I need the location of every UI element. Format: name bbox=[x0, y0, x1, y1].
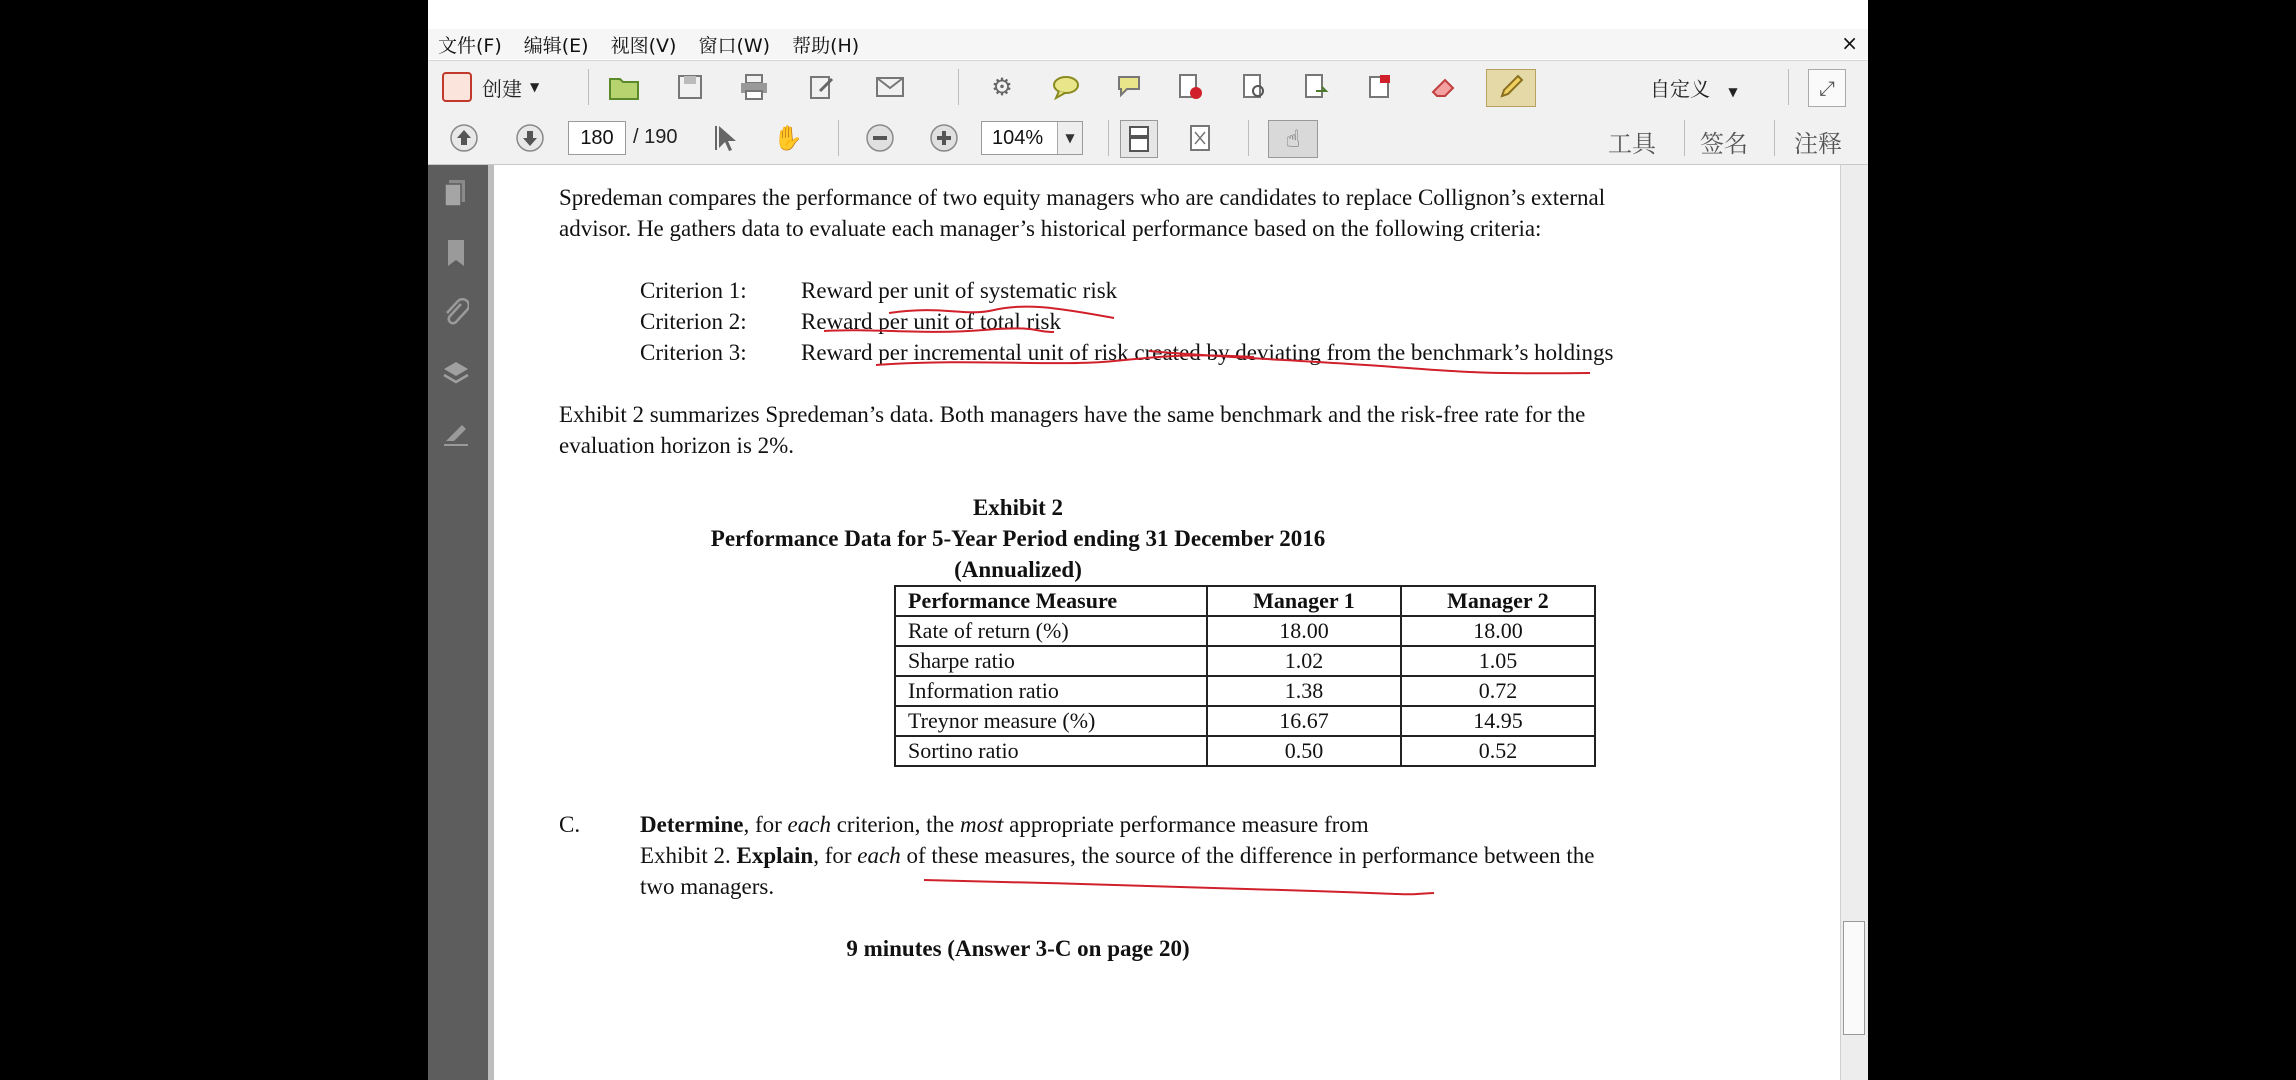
table-row bbox=[895, 736, 1595, 766]
exhibit-title: Exhibit 2 bbox=[972, 495, 1064, 520]
select-cursor-icon[interactable] bbox=[708, 120, 744, 156]
stamp-icon[interactable] bbox=[1362, 69, 1398, 105]
toolbar-divider bbox=[1248, 120, 1249, 156]
table-cell: 0.72 bbox=[1401, 676, 1595, 706]
delete-page-icon[interactable] bbox=[1172, 69, 1208, 105]
eraser-icon[interactable] bbox=[1426, 69, 1462, 105]
pdf-reader-window bbox=[428, 0, 1868, 1080]
menu-file[interactable]: 文件(F) bbox=[438, 34, 502, 57]
comment-bubble-icon[interactable] bbox=[1048, 69, 1084, 105]
gear-icon[interactable]: ⚙ bbox=[991, 73, 1013, 101]
question-text: , for bbox=[743, 812, 788, 837]
toolbar-divider bbox=[588, 69, 589, 105]
highlight-icon[interactable] bbox=[1112, 69, 1148, 105]
menu-window[interactable]: 窗口(W) bbox=[698, 34, 771, 57]
table-cell: Sortino ratio bbox=[895, 736, 1207, 766]
table-cell: 0.52 bbox=[1401, 736, 1595, 766]
vertical-scrollbar[interactable] bbox=[1840, 165, 1868, 1080]
customize-label: 自定义 bbox=[1650, 77, 1710, 101]
toolbar-divider bbox=[1684, 120, 1685, 156]
ink-underline bbox=[924, 880, 1434, 894]
hand-icon[interactable]: ✋ bbox=[773, 124, 803, 152]
table-cell: Treynor measure (%) bbox=[895, 706, 1207, 736]
arrow-down-icon[interactable] bbox=[512, 120, 548, 156]
table-row bbox=[895, 706, 1595, 736]
table-cell: Information ratio bbox=[895, 676, 1207, 706]
toolbar-divider bbox=[1788, 69, 1789, 105]
criterion-3-text: Reward per incremental unit of risk created by deviating from the benchmark’s holdings bbox=[801, 340, 1614, 365]
fit-width-icon[interactable] bbox=[1182, 120, 1218, 156]
menu-view[interactable]: 视图(V) bbox=[610, 34, 677, 57]
chevron-down-icon: ▼ bbox=[1728, 85, 1738, 99]
criterion-1-label: Criterion 1: bbox=[640, 278, 747, 303]
customize-button[interactable] bbox=[1650, 73, 1738, 102]
tools-pane-link[interactable]: 工具 bbox=[1608, 130, 1656, 158]
page-number-input[interactable]: 180 bbox=[568, 121, 626, 155]
pan-hand-icon[interactable]: ☝ bbox=[1268, 120, 1318, 158]
expand-icon[interactable]: ⤢ bbox=[1808, 69, 1846, 107]
question-line-1 bbox=[640, 812, 1369, 838]
page-export-icon[interactable] bbox=[1298, 69, 1334, 105]
criterion-2-text: Reward per unit of total risk bbox=[801, 309, 1061, 334]
layers-icon[interactable] bbox=[438, 355, 474, 391]
intro-line-2: advisor. He gathers data to evaluate each manager’s historical performance based on the following criteria: bbox=[559, 216, 1542, 241]
criterion-3-label: Criterion 3: bbox=[640, 340, 747, 365]
column-header: Manager 1 bbox=[1207, 586, 1401, 616]
table-header-row bbox=[895, 586, 1595, 616]
table-row bbox=[895, 676, 1595, 706]
column-header: Manager 2 bbox=[1401, 586, 1595, 616]
menu-help[interactable]: 帮助(H) bbox=[792, 34, 860, 57]
save-icon[interactable] bbox=[672, 69, 708, 105]
keyword: each bbox=[787, 812, 831, 837]
toolbar-divider bbox=[1774, 120, 1775, 156]
create-label: 创建 bbox=[482, 76, 522, 101]
table-cell: 18.00 bbox=[1401, 616, 1595, 646]
navigation-toolbar bbox=[428, 112, 1868, 165]
sign-pane-link[interactable]: 签名 bbox=[1700, 130, 1748, 158]
chevron-down-icon[interactable]: ▼ bbox=[1057, 122, 1082, 154]
zoom-out-icon[interactable] bbox=[862, 120, 898, 156]
open-folder-icon[interactable] bbox=[606, 69, 642, 105]
create-button[interactable] bbox=[442, 69, 539, 105]
criterion-1-text: Reward per unit of systematic risk bbox=[801, 278, 1118, 303]
table-cell: 0.50 bbox=[1207, 736, 1401, 766]
question-text: Exhibit 2. bbox=[640, 843, 737, 868]
main-toolbar bbox=[428, 60, 1868, 114]
timing-note: 9 minutes (Answer 3-C on page 20) bbox=[846, 936, 1190, 961]
create-pdf-icon bbox=[442, 72, 472, 102]
table-cell: 18.00 bbox=[1207, 616, 1401, 646]
table-cell: 1.38 bbox=[1207, 676, 1401, 706]
column-header: Performance Measure bbox=[895, 586, 1207, 616]
toolbar-divider bbox=[1108, 120, 1109, 156]
page-total: / 190 bbox=[633, 126, 678, 148]
question-letter: C. bbox=[559, 812, 581, 837]
print-icon[interactable] bbox=[736, 69, 772, 105]
question-text: of these measures, the source of the difference in performance between the bbox=[900, 843, 1595, 868]
arrow-up-icon[interactable] bbox=[446, 120, 482, 156]
pencil-icon[interactable] bbox=[1486, 69, 1536, 107]
fit-page-icon[interactable] bbox=[1120, 120, 1158, 158]
zoom-value: 104% bbox=[992, 127, 1044, 149]
pages-icon[interactable] bbox=[438, 175, 474, 211]
menu-bar bbox=[428, 29, 1868, 59]
question-line-2 bbox=[640, 843, 1594, 869]
zoom-select[interactable] bbox=[981, 121, 1083, 155]
table-cell: 1.05 bbox=[1401, 646, 1595, 676]
close-icon[interactable]: × bbox=[1841, 31, 1858, 55]
zoom-in-icon[interactable] bbox=[926, 120, 962, 156]
attachment-icon[interactable] bbox=[438, 295, 474, 331]
summary-line-2: evaluation horizon is 2%. bbox=[559, 433, 795, 458]
keyword: Explain bbox=[736, 843, 814, 868]
menu-edit[interactable]: 编辑(E) bbox=[523, 34, 589, 57]
table-cell: Sharpe ratio bbox=[895, 646, 1207, 676]
toolbar-divider bbox=[838, 120, 839, 156]
summary-line-1: Exhibit 2 summarizes Spredeman’s data. Both managers have the same benchmark and the risk-free rate for the bbox=[559, 402, 1586, 427]
exhibit-table bbox=[894, 585, 1596, 767]
keyword: Determine bbox=[640, 812, 744, 837]
navigation-pane bbox=[428, 165, 488, 1080]
signature-icon[interactable] bbox=[438, 415, 474, 451]
toolbar-divider bbox=[958, 69, 959, 105]
keyword: each bbox=[857, 843, 901, 868]
chevron-down-icon: ▼ bbox=[530, 80, 540, 94]
table-cell: 16.67 bbox=[1207, 706, 1401, 736]
table-cell: Rate of return (%) bbox=[895, 616, 1207, 646]
exhibit-note: (Annualized) bbox=[954, 557, 1082, 582]
email-icon[interactable] bbox=[872, 69, 908, 105]
scrollbar-thumb[interactable] bbox=[1843, 921, 1865, 1035]
criterion-2-label: Criterion 2: bbox=[640, 309, 747, 334]
question-text: criterion, the bbox=[830, 812, 960, 837]
intro-line-1: Spredeman compares the performance of two equity managers who are candidates to replace Collignon’s external bbox=[559, 185, 1606, 210]
table-row bbox=[895, 616, 1595, 646]
question-line-3: two managers. bbox=[640, 874, 775, 899]
table-cell: 1.02 bbox=[1207, 646, 1401, 676]
bookmark-icon[interactable] bbox=[438, 235, 474, 271]
edit-icon[interactable] bbox=[804, 69, 840, 105]
exhibit-subtitle: Performance Data for 5-Year Period ending 31 December 2016 bbox=[710, 526, 1326, 551]
question-text: appropriate performance measure from bbox=[1003, 812, 1369, 837]
comment-pane-link[interactable]: 注释 bbox=[1794, 130, 1842, 158]
table-cell: 14.95 bbox=[1401, 706, 1595, 736]
page-search-icon[interactable] bbox=[1236, 69, 1272, 105]
question-text: , for bbox=[813, 843, 858, 868]
document-page bbox=[494, 165, 1840, 1080]
table-row bbox=[895, 646, 1595, 676]
keyword: most bbox=[959, 812, 1004, 837]
